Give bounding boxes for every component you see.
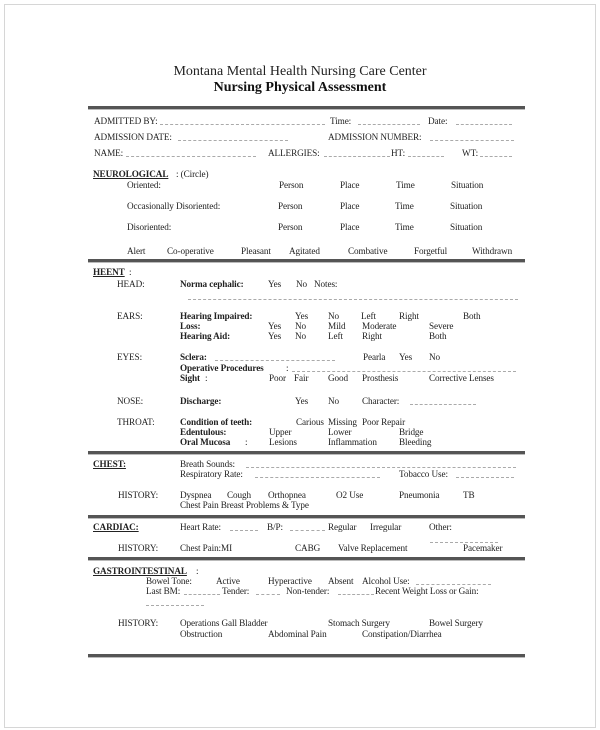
occasionally-disoriented-label: Occasionally Disoriented: — [127, 201, 221, 211]
teeth-label: Condition of teeth: — [180, 417, 253, 427]
option-no[interactable]: No — [295, 321, 307, 331]
option-poor[interactable]: Poor — [269, 373, 286, 383]
admission-date-field[interactable] — [178, 132, 288, 141]
name-field[interactable] — [126, 148, 256, 157]
history-pneumonia[interactable]: Pneumonia — [399, 490, 440, 500]
throat-label: THROAT: — [117, 417, 155, 427]
option-moderate[interactable]: Moderate — [362, 321, 397, 331]
allergies-field[interactable] — [324, 148, 390, 157]
option-regular[interactable]: Regular — [328, 522, 357, 532]
tender-label: Tender: — [222, 586, 250, 596]
option-left[interactable]: Left — [328, 331, 343, 341]
gastrointestinal-heading: GASTROINTESTINAL — [93, 566, 187, 576]
org-name: Montana Mental Health Nursing Care Center — [173, 64, 427, 79]
hearing-impaired-label: Hearing Impaired: — [180, 311, 253, 321]
history-chest-pain-mi[interactable]: Chest Pain:MI — [180, 543, 233, 553]
divider — [88, 557, 525, 561]
sclera-field[interactable] — [215, 352, 335, 361]
option-both[interactable]: Both — [429, 331, 447, 341]
discharge-label: Discharge: — [180, 396, 222, 406]
option-situation[interactable]: Situation — [451, 180, 484, 190]
edentulous-label: Edentulous: — [180, 427, 227, 437]
option-fair[interactable]: Fair — [294, 373, 309, 383]
operative-colon: : — [286, 363, 289, 373]
history-bowel-surgery[interactable]: Bowel Surgery — [429, 618, 483, 628]
divider — [88, 259, 525, 263]
allergies-label: ALLERGIES: — [268, 148, 320, 158]
non-tender-field[interactable] — [338, 586, 374, 595]
state-cooperative[interactable]: Co-operative — [167, 246, 214, 256]
heent-colon: : — [129, 267, 132, 277]
notes-label: Notes: — [314, 279, 338, 289]
option-right[interactable]: Right — [399, 311, 419, 321]
heart-rate-field[interactable] — [230, 522, 258, 531]
history-o2-use[interactable]: O2 Use — [336, 490, 364, 500]
last-bm-label: Last BM: — [146, 586, 181, 596]
cardiac-heading: CARDIAC: — [93, 522, 139, 532]
gi-history-label: HISTORY: — [118, 618, 159, 628]
state-pleasant[interactable]: Pleasant — [241, 246, 271, 256]
admitted-by-field[interactable] — [160, 116, 325, 125]
option-time[interactable]: Time — [395, 201, 414, 211]
ears-label: EARS: — [117, 311, 143, 321]
option-yes[interactable]: Yes — [268, 331, 282, 341]
operative-procedures-field[interactable] — [292, 363, 516, 372]
heart-rate-label: Heart Rate: — [180, 522, 221, 532]
option-bleeding[interactable]: Bleeding — [399, 437, 432, 447]
oriented-label: Oriented: — [127, 180, 161, 190]
option-left[interactable]: Left — [361, 311, 376, 321]
divider — [88, 451, 525, 455]
nose-label: NOSE: — [117, 396, 144, 406]
alcohol-use-field[interactable] — [416, 576, 491, 585]
bp-field[interactable] — [290, 522, 325, 531]
time-field[interactable] — [358, 116, 420, 125]
eyes-label: EYES: — [117, 352, 143, 362]
option-situation[interactable]: Situation — [450, 201, 483, 211]
option-missing[interactable]: Missing — [328, 417, 357, 427]
history-orthopnea[interactable]: Orthopnea — [268, 490, 306, 500]
chest-history-label: HISTORY: — [118, 490, 159, 500]
option-yes[interactable]: Yes — [399, 352, 413, 362]
tobacco-use-label: Tobacco Use: — [399, 469, 448, 479]
gi-colon: : — [196, 566, 199, 576]
respiratory-rate-label: Respiratory Rate: — [180, 469, 243, 479]
option-person[interactable]: Person — [278, 222, 303, 232]
wt-label: WT: — [462, 148, 479, 158]
bp-label: B/P: — [267, 522, 283, 532]
head-label: HEAD: — [117, 279, 145, 289]
other-field[interactable] — [430, 534, 498, 543]
option-active[interactable]: Active — [216, 576, 240, 586]
option-carious[interactable]: Carious — [296, 417, 324, 427]
option-lesions[interactable]: Lesions — [269, 437, 297, 447]
option-lower[interactable]: Lower — [328, 427, 352, 437]
option-poor-repair[interactable]: Poor Repair — [362, 417, 406, 427]
loss-label: Loss: — [180, 321, 201, 331]
option-no[interactable]: No — [296, 279, 308, 289]
option-right[interactable]: Right — [362, 331, 382, 341]
breath-sounds-field[interactable] — [246, 459, 516, 468]
tender-field[interactable] — [256, 586, 280, 595]
admission-number-field[interactable] — [430, 132, 514, 141]
option-bridge[interactable]: Bridge — [399, 427, 424, 437]
operative-procedures-label: Operative Procedures — [180, 363, 264, 373]
option-time[interactable]: Time — [396, 180, 415, 190]
state-agitated[interactable]: Agitated — [289, 246, 320, 256]
option-situation[interactable]: Situation — [450, 222, 483, 232]
state-withdrawn[interactable]: Withdrawn — [472, 246, 513, 256]
history-cabg[interactable]: CABG — [295, 543, 321, 553]
name-label: NAME: — [94, 148, 124, 158]
option-absent[interactable]: Absent — [328, 576, 354, 586]
oral-mucosa-label: Oral Mucosa — [180, 437, 231, 447]
breath-sounds-label: Breath Sounds: — [180, 459, 235, 469]
option-yes[interactable]: Yes — [295, 311, 309, 321]
alcohol-use-label: Alcohol Use: — [362, 576, 410, 586]
option-corrective-lenses[interactable]: Corrective Lenses — [429, 373, 494, 383]
chest-heading: CHEST: — [93, 459, 126, 469]
notes-field[interactable] — [188, 291, 518, 300]
state-alert[interactable]: Alert — [127, 246, 146, 256]
ht-field[interactable] — [408, 148, 444, 157]
option-both[interactable]: Both — [463, 311, 481, 321]
option-upper[interactable]: Upper — [269, 427, 292, 437]
history-tb[interactable]: TB — [463, 490, 475, 500]
neurological-note: : (Circle) — [176, 169, 209, 179]
heent-heading: HEENT — [93, 267, 125, 277]
option-yes[interactable]: Yes — [295, 396, 309, 406]
ht-label: HT: — [391, 148, 406, 158]
respiratory-rate-field[interactable] — [255, 469, 380, 478]
disoriented-label: Disoriented: — [127, 222, 172, 232]
state-combative[interactable]: Combative — [348, 246, 388, 256]
document-title: Nursing Physical Assessment — [213, 80, 387, 95]
option-mild[interactable]: Mild — [328, 321, 346, 331]
other-label: Other: — [429, 522, 452, 532]
admission-number-label: ADMISSION NUMBER: — [328, 132, 422, 142]
option-place[interactable]: Place — [340, 201, 360, 211]
history-valve-replacement[interactable]: Valve Replacement — [338, 543, 408, 553]
history-dyspnea[interactable]: Dyspnea — [180, 490, 212, 500]
option-person[interactable]: Person — [278, 201, 303, 211]
history-operations-gall-bladder[interactable]: Operations Gall Bladder — [180, 618, 268, 628]
state-forgetful[interactable]: Forgetful — [414, 246, 448, 256]
option-no[interactable]: No — [429, 352, 441, 362]
option-time[interactable]: Time — [395, 222, 414, 232]
option-no[interactable]: No — [328, 396, 340, 406]
cardiac-history-label: HISTORY: — [118, 543, 159, 553]
option-good[interactable]: Good — [328, 373, 349, 383]
option-prosthesis[interactable]: Prosthesis — [362, 373, 399, 383]
option-no[interactable]: No — [295, 331, 307, 341]
admission-date-label: ADMISSION DATE: — [94, 132, 172, 142]
divider — [88, 654, 525, 658]
neurological-heading: NEUROLOGICAL — [93, 169, 169, 179]
date-label: Date: — [428, 116, 448, 126]
option-yes[interactable]: Yes — [268, 321, 282, 331]
wt-field[interactable] — [480, 148, 512, 157]
option-severe[interactable]: Severe — [429, 321, 454, 331]
option-place[interactable]: Place — [340, 222, 360, 232]
weight-change-field[interactable] — [146, 597, 204, 606]
option-hyperactive[interactable]: Hyperactive — [268, 576, 312, 586]
history-pacemaker[interactable]: Pacemaker — [463, 543, 503, 553]
history-stomach-surgery[interactable]: Stomach Surgery — [328, 618, 390, 628]
history-obstruction[interactable]: Obstruction — [180, 629, 223, 639]
bowel-tone-label: Bowel Tone: — [146, 576, 192, 586]
option-no[interactable]: No — [328, 311, 340, 321]
history-cough[interactable]: Cough — [227, 490, 252, 500]
oral-mucosa-colon: : — [245, 437, 248, 447]
option-person[interactable]: Person — [279, 180, 304, 190]
non-tender-label: Non-tender: — [286, 586, 330, 596]
admitted-by-label: ADMITTED BY: — [94, 116, 158, 126]
history-constipation-diarrhea[interactable]: Constipation/Diarrhea — [362, 629, 442, 639]
character-field[interactable] — [410, 396, 476, 405]
character-label: Character: — [362, 396, 400, 406]
last-bm-field[interactable] — [184, 586, 220, 595]
time-label: Time: — [330, 116, 352, 126]
tobacco-use-field[interactable] — [456, 469, 514, 478]
divider — [88, 106, 525, 110]
sight-label: Sight — [180, 373, 200, 383]
option-inflammation[interactable]: Inflammation — [328, 437, 377, 447]
divider — [88, 515, 525, 519]
weight-change-label: Recent Weight Loss or Gain: — [375, 586, 479, 596]
history-chest-pain-breast[interactable]: Chest Pain Breast Problems & Type — [180, 500, 309, 510]
pearla-label: Pearla — [363, 352, 386, 362]
hearing-aid-label: Hearing Aid: — [180, 331, 231, 341]
sight-colon: : — [205, 373, 208, 383]
sclera-label: Sclera: — [180, 352, 207, 362]
history-abdominal-pain[interactable]: Abdominal Pain — [268, 629, 327, 639]
option-irregular[interactable]: Irregular — [370, 522, 402, 532]
date-field[interactable] — [456, 116, 512, 125]
option-yes[interactable]: Yes — [268, 279, 282, 289]
option-place[interactable]: Place — [340, 180, 360, 190]
normocephalic-label: Norma cephalic: — [180, 279, 244, 289]
